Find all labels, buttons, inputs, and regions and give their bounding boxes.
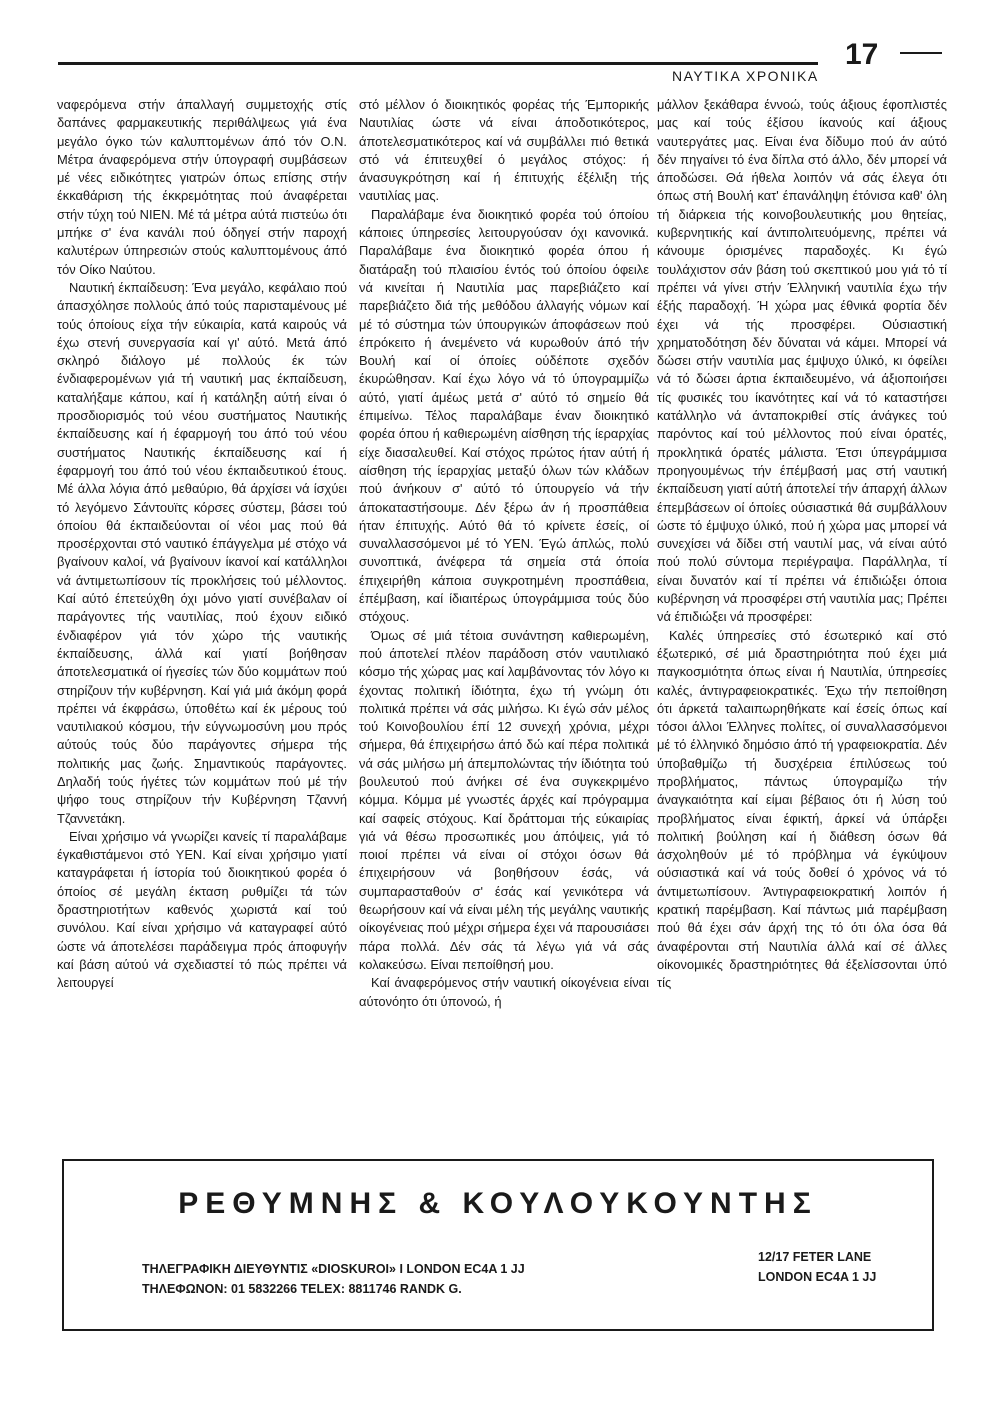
- phone-telex: ΤΗΛΕΦΩΝΟΝ: 01 5832266 TELEX: 8811746 RANDK G.: [142, 1282, 462, 1296]
- article-column-2: [359, 96, 649, 1011]
- header-rule-right: [900, 52, 942, 54]
- article-column-3: [657, 96, 947, 993]
- paragraph: Παραλάβαμε ένα διοικητικό φορέα τού όποίου κάποιες ύπηρεσίες λειτουργούσαν όχι κανονικά. Παραλάβαμε ένα διοικητικό φορέα όπου ή διατάραξη τού πλαισίου έντός τού όποίου όφειλε νά κινείται ή Ναυτιλία μας παρεβιάζετο καί παρεβιάζετο διά τής μεθόδου άλλαγής νόμων καί μέ τό σύστημα τών ύπουργικών άποφάσεων πού έπρόκειτο ή άνεμένετο νά κυρωθούν άπό τήν Βουλή καί οί όποίες ούδέποτε σχεδόν έκυρώθησαν. Καί έχω λόγο νά τό ύπογραμμίζω αύτό, γιατί άμέως μετά σ' αύτό τό σημείο θά έπιμείνω. Τέλος παραλάβαμε έναν διοικητικό φορέα όπου ή καθιερωμένη αίσθηση τής ίεραρχίας είχε διασαλευθεί. Καί στόχος πρώτος ήταν αύτή ή αίσθηση τής ίεραρχίας μεταξύ όλων τών κλάδων πού άνήκουν σ' αύτό τό ύπουργείο νά τήν άποκαταστήσουμε. Δέν ξέρω άν ή προσπάθεια ήταν έπιτυχής. Αύτό θά τό κρίνετε έσείς, οί συναλλασσόμενοι μέ τό ΥΕΝ. Έγώ άπλώς, πολύ συνοπτικά, άνέφερα τά σημεία στά όποία έπιχειρήθη κάποια συγκροτημένη προσπάθεια, έπέμβαση, καί ίδιαιτέρως ύπογράμμισα τούς δύο στόχους.: [359, 206, 649, 625]
- paragraph: Όμως σέ μιά τέτοια συνάντηση καθιερωμένη, πού άποτελεί πλέον παράδοση στόν ναυτιλιακό κόσμο τής χώρας μας καί λαμβάνοντας τόν λόγο κι έχοντας πολιτική ίδιότητα, έχω τή γνώμη ότι πολιτικά πρέπει νά σάς μιλήσω. Κι έγώ σάν μέλος τού Κοινοβουλίου έπί 12 συνεχή χρόνια, μέχρι σήμερα, θά έπιχειρήσω άπό δώ καί πέρα πολιτικά νά σάς μιλήσω μή άπεμπολώντας τήν ίδιότητα τού βουλευτού πού άνήκει σέ ένα συγκεκριμένο κόμμα. Κόμμα μέ γνωστές άρχές καί πρόγραμμα καί σαφείς στόχους. Καί δράττομαι τής εύκαιρίας γιά νά θέσω προσωπικές μου άπόψεις, γιά τό ποιοί πρέπει νά είναι οί στόχοι όσων θά έπιχειρήσουν νά βοηθήσουν έσάς, νά συμπαρασταθούν σ' έσάς καί γενικότερα νά θεωρήσουν καί νά είναι μέλη τής μεγάλης ναυτικής οίκογένειας πού μέχρι σήμερα έχει νά παρουσιάσει πάρα πολλά. Δέν σάς τά λέγω γιά νά σάς κολακεύσω. Είναι πεποίθησή μου.: [359, 627, 649, 972]
- article-column-1: [57, 96, 347, 993]
- paragraph: στό μέλλον ό διοικητικός φορέας τής Έμπορικής Ναυτιλίας ώστε νά είναι άποδοτικότερος, άποτελεσματικότερος καί νά συμβάλλει πιό θετικά στό νά έπιτευχθεί ό μεγάλος στόχος: ή άνασυγκρότηση καί ή έπιτυχής έξέλιξη τής ναυτιλίας μας.: [359, 97, 649, 204]
- paragraph: Καί άναφερόμενος στήν ναυτική οίκογένεια είναι αύτονόητο ότι ύπονοώ, ή: [359, 975, 649, 1009]
- address-city: LONDON EC4A 1 JJ: [758, 1270, 877, 1284]
- paragraph: Ναυτική έκπαίδευση: Ένα μεγάλο, κεφάλαιο πού άπασχόλησε πολλούς άπό τούς παρισταμένους μέ τούς όποίους είχα τήν εύκαιρία, κατά καιρούς νά έχω στενή συνεργασία καί γι' αύτό. Μετά άπό σκληρό διάλογο μέ πολλούς έκ τών ένδιαφερομένων γιά τή ναυτική μας έκπαίδευση, καταλήξαμε κάπου, καί ή κατάληξη αύτή είναι ό προσδιορισμός τού νέου συστήματος Ναυτικής έκπαίδευσης καί ή έφαρμογή του άπό τού νέου συστήματος Ναυτικής έκπαίδευσης καί ή έφαρμογή του άπό τού νέου έκπαιδευτικού έτους. Μέ άλλα λόγια άπό μεθαύριο, θά άρχίσει νά ίσχύει τό λεγόμενο Σάντουϊτς κόρσες σύστεμ, βάσει τού όποίου θά έκπαιδεύονται οί νέοι μας πού θά προσέρχονται στό ναυτικό έπάγγελμα μέ στόχο νά βγαίνουν καλοί, νά βγαίνουν ίκανοί καί κατάλληλοι νά άντιμετωπίσουν τίς προκλήσεις τού μέλλοντος. Καί αύτό έπετεύχθη όχι μόνο γιατί συνέβαλαν οί παράγοντες τής ναυτιλίας, πού έχουν ειδικό ένδιαφέρον γιά τόν χώρο τής ναυτικής έκπαίδευσης, άλλά καί γιατί βοήθησαν άποτελεσματικά οί ήγεσίες τών δύο κομμάτων πού στηρίζουν τήν κυβέρνηση. Καί γιά μιά άκόμη φορά πρέπει νά έκφράσω, ύποθέτω καί έκ μέρους τού ναυτιλιακού κόσμου, τήν εύγνωμοσύνη μου πρός αύτούς τούς δύο παράγοντες σήμερα τής πολιτικής μας ζωής. Σημαντικούς παράγοντες. Δηλαδή τούς ήγέτες τών κομμάτων πού μέ τήν ψήφο τους στηρίζουν τήν Κυβέρνηση Τζαννή Τζαννετάκη.: [57, 279, 347, 826]
- paragraph: ναφερόμενα στήν άπαλλαγή συμμετοχής στίς δαπάνες φαρμακευτικής περιθάλψεως γιά ένα μεγάλο όγκο τών καλυπτομένων άπό τόν Ο.Ν. Μέτρα άναφερόμενα στήν ύπογραφή συμβάσεων μέ νέες ειδικότητες γιατρών όπως επίσης στήν έκκαθάριση τής έκκρεμότητας πού άναφέρεται στήν τύχη τού ΝΙΕΝ. Μέ τά μέτρα αύτά πιστεύω ότι μπήκε σ' ένα κανάλι πού όδηγεί στήν παροχή καλυτέρων ύπηρεσιών στούς καλυπτομένους άπό τόν Οίκο Ναύτου.: [57, 97, 347, 277]
- masthead: ΝΑΥΤΙΚΑ ΧΡΟΝΙΚΑ: [672, 68, 819, 84]
- address-street: 12/17 FETER LANE: [758, 1250, 872, 1264]
- page-number: 17: [845, 38, 879, 71]
- advertisement-box: [62, 1159, 934, 1331]
- paragraph: Είναι χρήσιμο νά γνωρίζει κανείς τί παραλάβαμε έγκαθιστάμενοι στό ΥΕΝ. Καί είναι χρήσιμο γιατί καταγράφεται ή ίστορία τού διοικητικού φορέα ό όποίος σέ μεγάλη έκταση ρυθμίζει τά τών δραστηριοτήτων καθενός χωριστά καί τού συνόλου. Καί είναι χρήσιμο νά καταγραφεί αύτό ώστε νά άποτελέσει παράδειγμα πρός άποφυγήν καί βάση αύτού νά σχεδιαστεί τό πώς πρέπει νά λειτουργεί: [57, 828, 347, 991]
- header-rule: [58, 62, 818, 65]
- telegraph-address: ΤΗΛΕΓΡΑΦΙΚΗ ΔΙΕΥΘΥΝΤΙΣ «DIOSKUROI» I LONDON EC4A 1 JJ: [142, 1262, 525, 1276]
- paragraph: Καλές ύπηρεσίες στό έσωτερικό καί στό έξωτερικό, σέ μιά δραστηριότητα πού έχει μιά παγκοσμιότητα όπως είναι ή Ναυτιλία, ύπηρεσίες καλές, άντιγραφειοκρατικές. Έχω τήν πεποίθηση ότι άρκετά ταλαιπωρηθήκατε καί έσείς όπως καί τόσοι άλλοι Έλληνες πολίτες, οί συναλλασσόμενοι μέ τό έλληνικό δημόσιο άπό τή γραφειοκρατία. Δέν ύποβαθμίζω τή δυσχέρεια έπιλύσεως τού προβλήματος, πάντως ύπογραμίζω τήν άναγκαιότητα καί είμαι βέβαιος ότι ή λύση τού προβλήματος είναι έφικτή, άρκεί νά ύπάρξει πολιτική βούληση καί ή διάθεση όσων θά άσχοληθούν μέ τό πρόβλημα νά έγκύψουν ούσιαστικά καί νά τούς δοθεί ό χρόνος νά τό άντιμετωπίσουν. Άντιγραφειοκρατική λοιπόν ή κρατική παρέμβαση. Καί πάντως μιά παρέμβαση πού θά έχει σάν άρχή της τό ότι όλα όσα θά άναφέρονται στή Ναυτιλία άλλά καί σέ άλλες οίκονομικές δραστηριότητες θά έξελίσσονται ύπό τίς: [657, 627, 947, 991]
- paragraph: μάλλον ξεκάθαρα έννοώ, τούς άξιους έφοπλιστές μας καί τούς έξίσου ίκανούς καί άξιους ναυτεργάτες μας. Είναι ένα δίδυμο πού άν αύτό δέν πηγαίνει τό ένα δίπλα στό άλλο, δέν μπορεί νά άποδώσει. Θά ήθελα λοιπόν νά σάς έλεγα ότι όπως στή Βουλή κατ' έπανάληψη έτόνισα καθ' όλη τή διάρκεια τής κοινοβουλευτικής μου θητείας, κυβερνητικής καί άντιπολιτευόμενης, πρέπει νά κάνουμε όρισμένες παραδοχές. Κι έγώ τουλάχιστον σάν βάση τού σκεπτικού μου γιά τό τί πρέπει νά γίνει στήν Έλληνική ναυτιλία έχω τήν έξής παραδοχή. Ή χώρα μας έθνικά φορτία δέν έχει νά τής προσφέρει. Ούσιαστική χρηματοδότηση δέν δύναται νά κάμει. Μπορεί νά δώσει στήν ναυτιλία μας έμψυχο ύλικό, κι όφείλει νά τό δώσει άρτια έκπαιδευμένο, νά άξιοποιήσει τίς φυσικές του ίκανότητες καί νά τό καταστήσει κατάλληλο νά άνταποκριθεί στίς άνάγκες τού παρόντος καί τού μέλλοντος πού είναι όρατές, προκλητικά όρατές μάλιστα. Έτσι ύπεγράμμισα προηγουμένως τήν έπέμβασή μας στή ναυτική έκπαίδευση γιατί αύτή άποτελεί τήν άπαρχή άλλων έπεμβάσεων οί όποίες ούσιαστικά θά συμβάλλουν ώστε τό έμψυχο ύλικό, πού ή χώρα μας μπορεί νά συνεχίσει νά δίδει στή ναυτιλί μας, νά είναι αύτό πού πολύ σύντομα περιέγραψα. Παράλληλα, τί είναι δυνατόν καί τί πρέπει νά έπιδιώξει όποια κυβέρνηση νά προσφέρει στή ναυτιλία μας; Πρέπει νά έπιδιώξει νά προσφέρει:: [657, 97, 947, 625]
- company-name: ΡΕΘΥΜΝΗΣ & ΚΟΥΛΟΥΚΟΥΝΤΗΣ: [178, 1187, 818, 1220]
